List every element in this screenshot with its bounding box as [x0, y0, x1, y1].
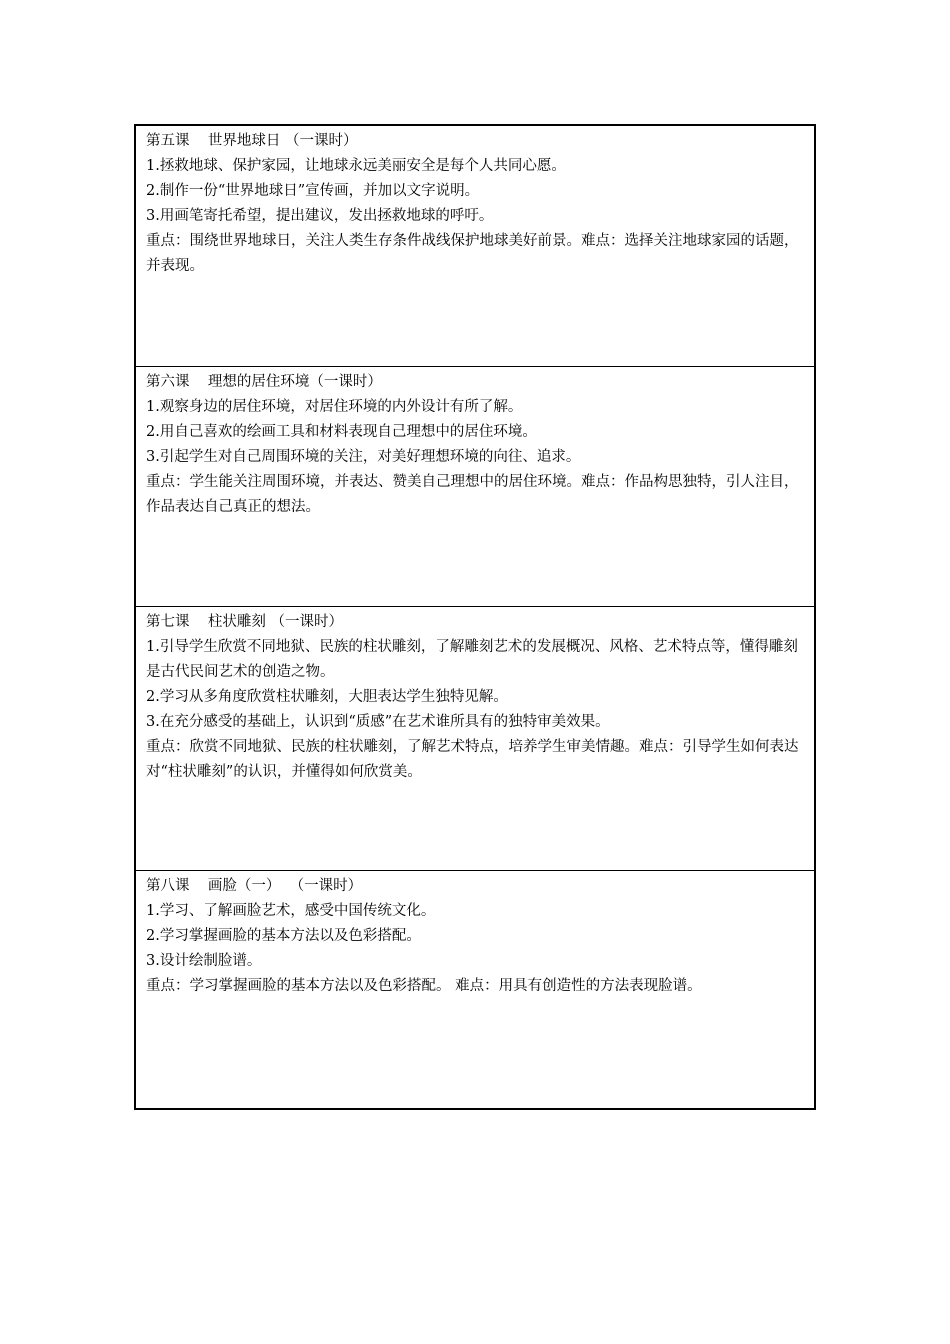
- lesson-focus: 重点：围绕世界地球日，关注人类生存条件战线保护地球美好前景。难点：选择关注地球家园的话题，并表现。: [146, 233, 799, 274]
- lesson-point: 1.引导学生欣赏不同地狱、民族的柱状雕刻，了解雕刻艺术的发展概况、风格、艺术特点等，懂得雕刻是古代民间艺术的创造之物。: [146, 639, 798, 680]
- lesson-point: 3.用画笔寄托希望，提出建议，发出拯救地球的呼吁。: [146, 208, 494, 224]
- lesson-title: 第五课 世界地球日 （一课时）: [146, 133, 358, 149]
- lesson-point: 2.用自己喜欢的绘画工具和材料表现自己理想中的居住环境。: [146, 424, 537, 440]
- lesson-cell-5: [136, 126, 814, 366]
- lesson-cell-7: [136, 606, 814, 870]
- lesson-point: 2.制作一份“世界地球日”宣传画，并加以文字说明。: [146, 183, 480, 199]
- lesson-point: 1.拯救地球、保护家园，让地球永远美丽安全是每个人共同心愿。: [146, 158, 566, 174]
- lesson-point: 3.在充分感受的基础上，认识到“质感”在艺术谁所具有的独特审美效果。: [146, 714, 610, 730]
- lesson-focus: 重点：学习掌握画脸的基本方法以及色彩搭配。 难点：用具有创造性的方法表现脸谱。: [146, 978, 702, 994]
- lesson-cell-6: [136, 366, 814, 606]
- lesson-title: 第八课 画脸（一） （一课时）: [146, 878, 363, 894]
- lesson-point: 2.学习掌握画脸的基本方法以及色彩搭配。: [146, 928, 421, 944]
- lesson-focus: 重点：欣赏不同地狱、民族的柱状雕刻，了解艺术特点，培养学生审美情趣。难点：引导学生如何表达对“柱状雕刻”的认识，并懂得如何欣赏美。: [146, 739, 799, 780]
- lesson-title: 第七课 柱状雕刻 （一课时）: [146, 614, 344, 630]
- lesson-point: 3.设计绘制脸谱。: [146, 953, 262, 969]
- lesson-point: 1.学习、了解画脸艺术，感受中国传统文化。: [146, 903, 436, 919]
- lesson-focus: 重点：学生能关注周围环境，并表达、赞美自己理想中的居住环境。难点：作品构思独特，引人注目，作品表达自己真正的想法。: [146, 474, 799, 515]
- lesson-point: 3.引起学生对自己周围环境的关注，对美好理想环境的向往、追求。: [146, 449, 581, 465]
- lesson-table: [134, 124, 816, 1110]
- lesson-title: 第六课 理想的居住环境（一课时）: [146, 374, 382, 390]
- lesson-point: 2.学习从多角度欣赏柱状雕刻，大胆表达学生独特见解。: [146, 689, 508, 705]
- lesson-cell-8: [136, 870, 814, 1108]
- lesson-point: 1.观察身边的居住环境，对居住环境的内外设计有所了解。: [146, 399, 523, 415]
